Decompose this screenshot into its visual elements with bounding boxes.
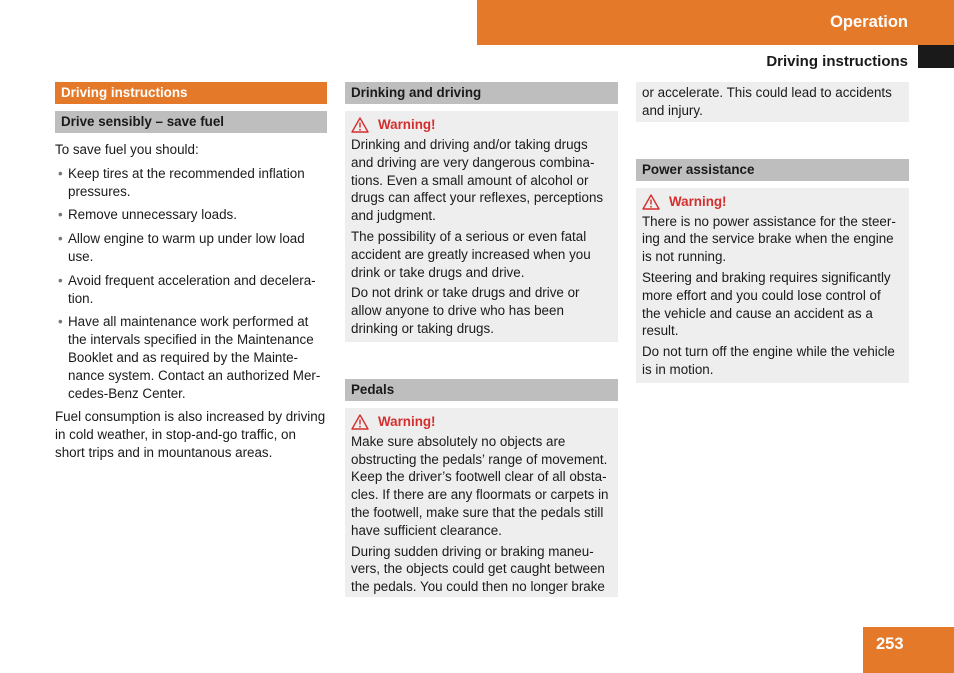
section-title-driving-instructions: Driving instructions: [55, 82, 327, 104]
warning-label: Warning!: [378, 117, 436, 133]
list-item: • Allow engine to warm up under low load use.: [55, 230, 327, 266]
warning-label: Warning!: [669, 193, 727, 209]
list-item: • Avoid frequent acceleration and decelera-tion.: [55, 272, 327, 308]
warning-paragraph: Do not drink or take drugs and drive or allow anyone to drive who has been drinking or taking drugs.: [351, 285, 580, 336]
warning-paragraph: Make sure absolutely no objects are obstructing the pedals’ range of movement. Keep the driver’s footwell clear of all obsta-cles. If there are any floormats or carpets in the footwell, make sure that the pedals still have sufficient clearance.: [351, 433, 609, 538]
warning-triangle-icon: [642, 194, 660, 210]
warning-paragraph: There is no power assistance for the steer-ing and the service brake when the engine is not running.: [642, 213, 896, 265]
warning-triangle-icon: [351, 414, 369, 430]
warning-heading: [351, 412, 612, 432]
list-item: • Have all maintenance work performed at the intervals specified in the Maintenance Booklet and as required by the Mainte-nance system. Contact an authorized Mer-cedes-Benz Center.: [55, 313, 327, 402]
column-1: [55, 82, 327, 462]
warning-label: Warning!: [378, 413, 436, 429]
intro-text: To save fuel you should:: [55, 142, 199, 157]
section-title-power-assistance: Power assistance: [636, 159, 909, 181]
drinking-warning-box: [345, 111, 618, 342]
chapter-header-bar: [477, 0, 954, 45]
warning-continuation: or accelerate. This could lead to accidents and injury.: [642, 85, 892, 118]
section-title-pedals: Pedals: [345, 379, 618, 401]
warning-heading: [351, 115, 612, 135]
warning-triangle-icon: [351, 117, 369, 133]
chapter-tab-marker: [918, 45, 954, 68]
fuel-consumption-note: Fuel consumption is also increased by driving in cold weather, in stop-and-go traffic, on short trips and in mountanous areas.: [55, 409, 326, 460]
power-warning-box: [636, 188, 909, 383]
section-title-drinking-and-driving: Drinking and driving: [345, 82, 618, 104]
warning-paragraph: Do not turn off the engine while the vehicle is in motion.: [642, 344, 895, 377]
warning-heading: [642, 192, 903, 212]
warning-paragraph: During sudden driving or braking maneu-vers, the objects could get caught between the pedals. You could then no longer brake: [351, 543, 605, 595]
section-header: Driving instructions: [766, 53, 908, 70]
warning-paragraph: The possibility of a serious or even fatal accident are greatly increased when you drink or take drugs and drive.: [351, 228, 591, 280]
fuel-tips-list: [55, 165, 327, 403]
page-number: 253: [863, 627, 954, 673]
chapter-title: Operation: [830, 13, 908, 31]
continued-warning-box: [636, 82, 909, 122]
column-3: [636, 82, 909, 383]
list-item: • Keep tires at the recommended inflation pressures.: [55, 165, 327, 201]
column-2: [345, 82, 618, 597]
warning-paragraph: Drinking and driving and/or taking drugs and driving are very dangerous combina-tions. Even a small amount of alcohol or drugs can affect your reflexes, perceptions and judgment.: [351, 137, 604, 224]
pedals-warning-box: [345, 408, 618, 597]
list-item: • Remove unnecessary loads.: [55, 206, 327, 224]
subsection-title-drive-sensibly: Drive sensibly – save fuel: [55, 111, 327, 133]
warning-paragraph: Steering and braking requires significantly more effort and you could lose control of the vehicle and cause an accident as a result.: [642, 269, 891, 339]
